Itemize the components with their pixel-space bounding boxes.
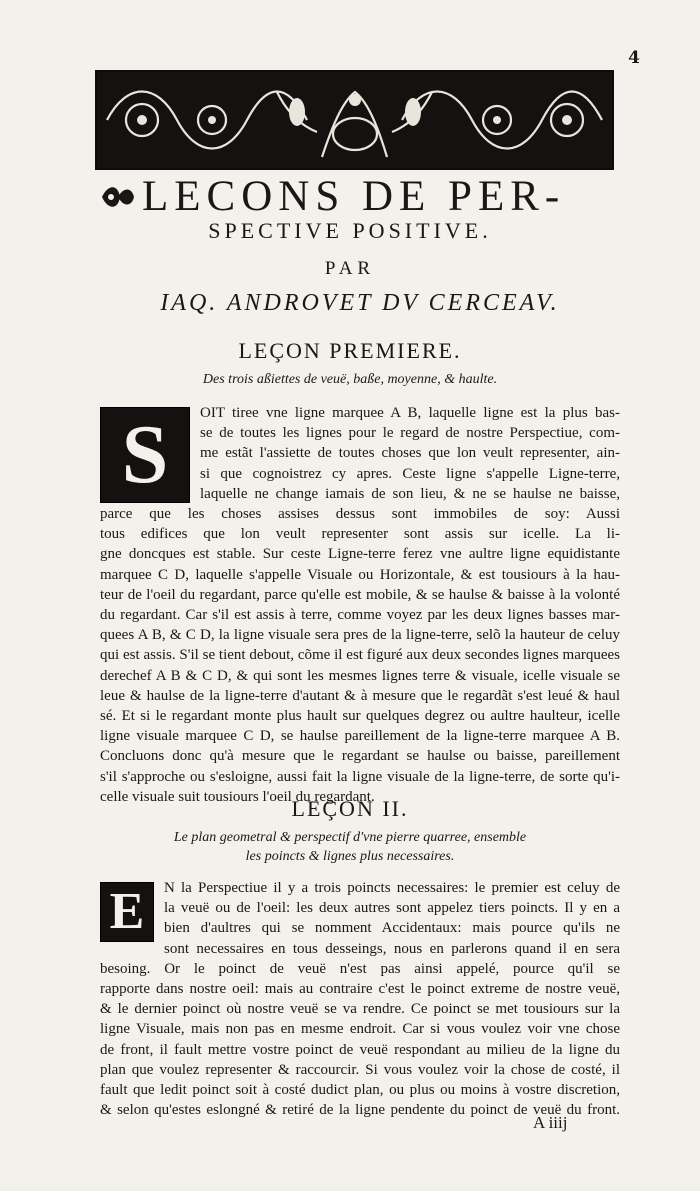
text-line: tous edifices que lon veult representer sont assis sur icelle. La li-: [100, 526, 620, 543]
lecon1-full-lines: [100, 544, 620, 807]
lecon2-heading: LEÇON II.: [291, 796, 409, 821]
ornamental-headband: [95, 70, 614, 170]
dropcap-e: E: [100, 882, 154, 942]
text-line: leue & haulse de la ligne-terre d'autant & à mesure que le regardãt s'est leué & haul: [100, 687, 620, 704]
lecon2-subtitle-line2: les poincts & lignes plus necessaires.: [245, 849, 455, 864]
text-line: se de toutes les lignes pour le regard de nostre Perspectiue, com-: [200, 425, 620, 442]
text-line: me estãt l'assiette de toutes choses que lon veult representer, ain-: [200, 445, 620, 462]
text-line: quees A B, & C D, la ligne visuale sera pres de la ligne-terre, selõ la hauteur de celuy: [100, 627, 620, 644]
lecon2-subtitle: [0, 828, 700, 866]
text-line: & le dernier poinct où nostre veuë se va rendre. Ce poinct se met tousiours sur la: [100, 1001, 620, 1018]
text-line: ligne Visuale, mais non pas en mesme endroit. Car si vous voulez voir vne chose: [100, 1021, 620, 1038]
headband-ornament-icon: [97, 72, 612, 168]
text-line: sé. Et si le regardant monte plus hault sur quelques degrez ou aultre haulteur, icelle: [100, 708, 620, 725]
text-line: derechef A B & C D, & qui sont les mesmes lignes terre & visuale, icelle visuale se: [100, 667, 620, 684]
text-line: marquee C D, laquelle s'appelle Visuale ou Horizontale, & est tousiours à la hau-: [100, 566, 620, 583]
text-line: sont necessaires en tous desseings, nous en parlerons quand il en sera: [164, 940, 620, 957]
folio-number: 4: [628, 48, 640, 68]
text-line: parce que les choses assises dessus sont immobiles de soy: Aussi: [100, 506, 620, 523]
text-line: N la Perspectiue il y a trois poincts necessaires: le premier est celuy de: [164, 880, 620, 896]
title-line1-text: LECONS DE PER-: [142, 173, 566, 220]
title-par: PAR: [324, 258, 376, 279]
lecon1-subtitle: Des trois aßiettes de veuë, baße, moyenne, & haulte.: [202, 372, 498, 387]
text-line: qui est assis. S'il se tient debout, cõme il est figuré aux deux secondes lignes marquees: [100, 647, 620, 664]
lecon2-indented-lines: [100, 878, 620, 959]
text-line: du regardant. Car s'il est assis à terre, comme voyez par les deux lignes basses mar-: [100, 607, 620, 624]
text-line: & selon qu'estes eslongné & retiré de la ligne pendente du poinct de veuë du front.: [100, 1102, 620, 1119]
text-line: besoing. Or le poinct de veuë n'est pas ainsi appelé, pource qu'il se: [100, 960, 620, 977]
lecon2-full-lines: [100, 959, 620, 1121]
text-line: teur de l'oeil du regardant, parce qu'elle est mobile, & se haulse & baisse à la volonté: [100, 586, 620, 603]
text-line: bien d'aultres qui se nomment Accidentaux: mais pource qu'ils ne: [164, 920, 620, 937]
lecon1-heading: LEÇON PREMIERE.: [238, 338, 462, 363]
lecon2-body: [100, 878, 620, 1120]
text-line: de front, il fault mettre vostre poinct de veuë respondant au milieu de la ligne du: [100, 1041, 620, 1058]
lecon2-subtitle-line1: Le plan geometral & perspectif d'vne pierre quarree, ensemble: [173, 830, 527, 845]
lecon1-body: [100, 403, 620, 807]
text-line: celle visuale suit tousiours l'oeil du regardant.: [100, 788, 375, 805]
text-line: la veuë ou de l'oeil: les deux autres sont appelez tiers poincts. Il y en a: [164, 900, 620, 917]
fleuron-icon: [98, 182, 136, 212]
main-title-line1: [98, 172, 613, 221]
text-line: ligne visuale marquee C D, se haulse pareillement de la ligne-terre marquee A B.: [100, 728, 620, 745]
text-line: laquelle ne change iamais de son lieu, & ne se haulse ne baisse,: [200, 485, 620, 502]
text-line: rapporte dans nostre oeil: mais au contraire c'est le poinct extreme de nostre veuë,: [100, 981, 620, 998]
author-name: IAQ. ANDROVET DV CERCEAV.: [160, 290, 560, 316]
text-line: si que cognoistrez cy apres. Ceste ligne s'appelle Ligne-terre,: [200, 465, 620, 482]
dropcap-s: S: [100, 407, 190, 503]
text-line: Concluons donc qu'à mesure que le regardant se haulse ou baisse, pareillement: [100, 748, 620, 765]
text-line: s'il s'approche ou s'esloigne, aussi fait la ligne visuale de la ligne-terre, de sorte qu'i-: [100, 768, 620, 785]
main-title-line2: SPECTIVE POSITIVE.: [208, 218, 492, 243]
text-line: plan que voulez representer & raccourcir. Si vous voulez voir la chose de costé, il: [100, 1061, 620, 1078]
signature-mark: A iiij: [533, 1113, 568, 1132]
text-line: OIT tiree vne ligne marquee A B, laquelle ligne est la plus bas-: [200, 405, 620, 421]
text-line: fault que ledit poinct soit à costé dudict plan, ou plus ou moins à vostre discretion,: [100, 1082, 620, 1099]
text-line: gne doncques est stable. Sur ceste Ligne-terre ferez vne aultre ligne equidistante: [100, 546, 620, 563]
